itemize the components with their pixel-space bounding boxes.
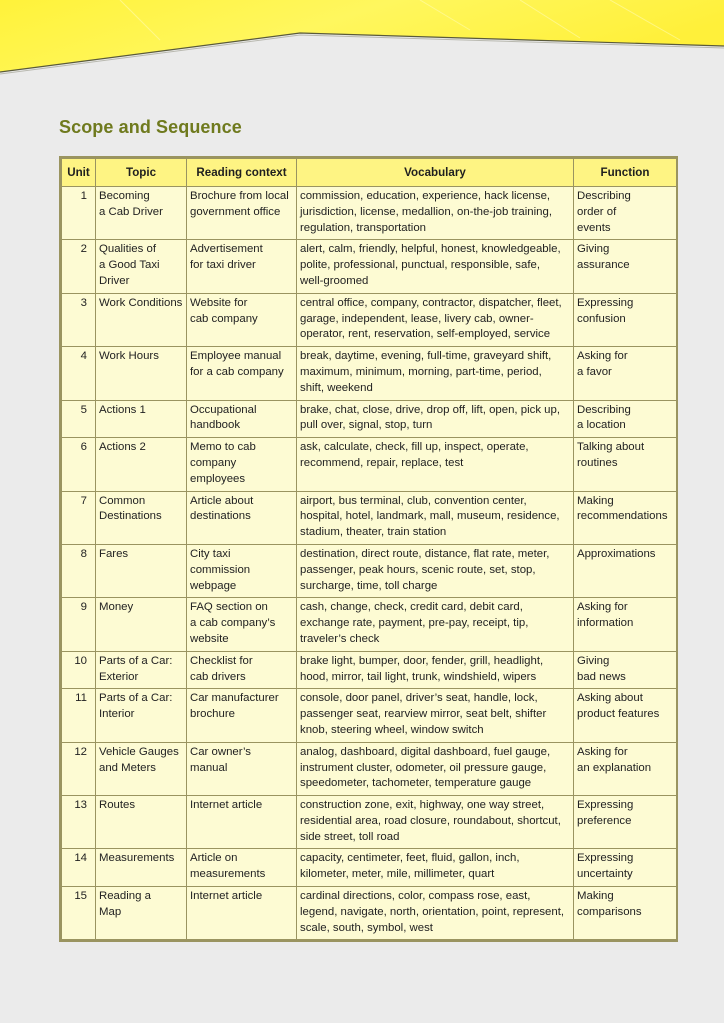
topic-cell — [96, 438, 187, 491]
reading-context-cell-line: Advertisement — [190, 243, 263, 256]
topic-cell-line: Parts of a Car: — [99, 692, 173, 705]
topic-cell — [96, 598, 187, 651]
vocabulary-cell-line: hospital, hotel, landmark, mall, museum, residence, — [300, 510, 560, 523]
page-title: Scope and Sequence — [59, 117, 242, 137]
vocabulary-cell-line: recommend, repair, replace, test — [300, 456, 464, 469]
topic-cell-line: Becoming — [99, 190, 150, 202]
vocabulary-cell — [297, 438, 574, 491]
vocabulary-cell-line: surcharge, time, toll charge — [300, 579, 438, 592]
function-cell-line: Asking for — [577, 601, 628, 614]
function-cell — [574, 849, 677, 887]
function-cell — [574, 796, 677, 849]
function-cell-line: Giving — [577, 654, 610, 667]
vocabulary-cell-line: polite, professional, punctual, responsible, safe, — [300, 259, 540, 272]
topic-cell — [96, 491, 187, 544]
reading-context-cell-line: for a cab company — [190, 365, 284, 378]
function-cell-line: Describing — [577, 403, 631, 416]
vocabulary-cell-line: break, daytime, evening, full-time, graveyard shift, — [300, 350, 552, 363]
vocabulary-cell — [297, 651, 574, 689]
unit-cell: 6 — [62, 438, 96, 491]
vocabulary-cell-line: jurisdiction, license, medallion, on-the-job training, — [300, 205, 552, 218]
table-row — [62, 598, 677, 651]
function-cell-line: an explanation — [577, 761, 652, 774]
unit-cell: 13 — [62, 796, 96, 849]
topic-cell-line: a Cab Driver — [99, 205, 163, 218]
reading-context-cell-line: Employee manual — [190, 350, 282, 363]
vocabulary-cell-line: central office, company, contractor, dispatcher, fleet, — [300, 296, 562, 309]
vocabulary-cell-line: console, door panel, driver’s seat, handle, lock, — [300, 692, 538, 705]
vocabulary-cell-line: well-groomed — [300, 274, 369, 287]
topic-cell-line: Fares — [99, 547, 129, 560]
function-cell-line: Describing — [577, 190, 631, 202]
function-cell-line: events — [577, 221, 611, 234]
function-cell — [574, 293, 677, 346]
function-cell-line: a location — [577, 419, 626, 432]
table-row — [62, 293, 677, 346]
function-cell — [574, 651, 677, 689]
function-cell-line: order of — [577, 205, 617, 218]
vocabulary-cell — [297, 742, 574, 795]
function-cell — [574, 347, 677, 400]
vocabulary-cell-line: garage, independent, lease, livery cab, owner- — [300, 312, 534, 325]
table-body — [62, 187, 677, 940]
reading-context-cell-line: Internet article — [190, 890, 263, 903]
vocabulary-cell-line: alert, calm, friendly, helpful, honest, knowledgeable, — [300, 243, 561, 256]
vocabulary-cell-line: legend, navigate, north, orientation, point, represent, — [300, 905, 565, 918]
topic-cell — [96, 849, 187, 887]
unit-cell: 14 — [62, 849, 96, 887]
topic-cell — [96, 293, 187, 346]
header-banner — [0, 0, 724, 80]
reading-context-cell-line: cab company — [190, 312, 258, 325]
reading-context-cell-line: Article on — [190, 852, 238, 865]
reading-context-cell — [187, 887, 297, 940]
topic-cell — [96, 347, 187, 400]
topic-cell-line: Work Conditions — [99, 296, 183, 309]
topic-cell — [96, 544, 187, 597]
unit-cell: 15 — [62, 887, 96, 940]
topic-cell — [96, 400, 187, 438]
function-cell-line: information — [577, 617, 634, 630]
reading-context-cell — [187, 849, 297, 887]
vocabulary-cell — [297, 293, 574, 346]
reading-context-cell-line: City taxi — [190, 547, 231, 560]
topic-cell — [96, 689, 187, 742]
banner-shape — [0, 0, 724, 80]
vocabulary-cell-line: operator, rent, reservation, self-employed, service — [300, 328, 551, 341]
topic-cell-line: Interior — [99, 708, 135, 721]
function-cell-line: recommendations — [577, 510, 668, 523]
function-cell-line: product features — [577, 708, 660, 721]
unit-cell: 1 — [62, 187, 96, 240]
function-cell-line: Making — [577, 494, 614, 507]
function-cell — [574, 598, 677, 651]
reading-context-cell-line: Internet article — [190, 799, 263, 812]
function-cell — [574, 438, 677, 491]
topic-cell-line: Reading a — [99, 890, 151, 903]
function-cell-line: comparisons — [577, 905, 642, 918]
topic-cell — [96, 796, 187, 849]
function-cell-line: assurance — [577, 259, 630, 272]
reading-context-cell-line: webpage — [190, 579, 237, 592]
reading-context-cell-line: Occupational — [190, 403, 257, 416]
vocabulary-cell — [297, 598, 574, 651]
topic-cell-line: a Good Taxi — [99, 259, 160, 272]
vocabulary-cell-line: destination, direct route, distance, flat rate, meter, — [300, 547, 550, 560]
unit-cell: 3 — [62, 293, 96, 346]
reading-context-cell — [187, 187, 297, 240]
function-cell-line: routines — [577, 456, 618, 469]
reading-context-cell-line: Brochure from local — [190, 190, 289, 202]
header-vocabulary: Vocabulary — [297, 159, 574, 187]
reading-context-cell-line: government office — [190, 205, 281, 218]
topic-cell — [96, 651, 187, 689]
reading-context-cell-line: employees — [190, 472, 246, 485]
reading-context-cell — [187, 293, 297, 346]
vocabulary-cell — [297, 491, 574, 544]
vocabulary-cell-line: airport, bus terminal, club, convention center, — [300, 494, 527, 507]
table-row — [62, 651, 677, 689]
reading-context-cell — [187, 544, 297, 597]
vocabulary-cell-line: instrument cluster, odometer, oil pressure gauge, — [300, 761, 547, 774]
topic-cell-line: Destinations — [99, 510, 162, 523]
reading-context-cell — [187, 651, 297, 689]
function-cell — [574, 240, 677, 293]
reading-context-cell — [187, 240, 297, 293]
unit-cell: 11 — [62, 689, 96, 742]
reading-context-cell — [187, 598, 297, 651]
vocabulary-cell — [297, 887, 574, 940]
header-unit: Unit — [62, 159, 96, 187]
vocabulary-cell-line: hood, mirror, tail light, trunk, windshield, wipers — [300, 670, 537, 683]
vocabulary-cell-line: construction zone, exit, highway, one way street, — [300, 799, 545, 812]
header-topic: Topic — [96, 159, 187, 187]
reading-context-cell-line: Article about — [190, 494, 254, 507]
vocabulary-cell — [297, 347, 574, 400]
table-row — [62, 438, 677, 491]
reading-context-cell-line: Website for — [190, 296, 248, 309]
function-cell-line: preference — [577, 814, 632, 827]
vocabulary-cell-line: cardinal directions, color, compass rose, east, — [300, 890, 531, 903]
vocabulary-cell-line: pull over, signal, stop, turn — [300, 419, 433, 432]
vocabulary-cell-line: stadium, theater, train station — [300, 526, 447, 539]
table-row — [62, 796, 677, 849]
table-row — [62, 544, 677, 597]
function-cell-line: bad news — [577, 670, 626, 683]
reading-context-cell-line: Car manufacturer — [190, 692, 279, 705]
vocabulary-cell-line: maximum, minimum, morning, part-time, period, — [300, 365, 542, 378]
unit-cell: 7 — [62, 491, 96, 544]
table-row — [62, 849, 677, 887]
unit-cell: 9 — [62, 598, 96, 651]
function-cell — [574, 887, 677, 940]
vocabulary-cell-line: traveler’s check — [300, 632, 380, 645]
header-reading-context: Reading context — [187, 159, 297, 187]
reading-context-cell-line: website — [190, 632, 229, 645]
vocabulary-cell-line: analog, dashboard, digital dashboard, fuel gauge, — [300, 745, 551, 758]
topic-cell-line: Qualities of — [99, 243, 156, 256]
vocabulary-cell-line: shift, weekend — [300, 381, 373, 394]
reading-context-cell — [187, 689, 297, 742]
reading-context-cell-line: FAQ section on — [190, 601, 268, 614]
function-cell-line: Asking for — [577, 745, 628, 758]
topic-cell-line: Routes — [99, 799, 136, 812]
vocabulary-cell — [297, 400, 574, 438]
vocabulary-cell-line: ask, calculate, check, fill up, inspect, operate, — [300, 441, 529, 454]
vocabulary-cell-line: scale, south, symbol, west — [300, 921, 433, 934]
table-row — [62, 240, 677, 293]
reading-context-cell-line: cab drivers — [190, 670, 246, 683]
topic-cell-line: Measurements — [99, 852, 175, 865]
table-row — [62, 491, 677, 544]
table-row — [62, 689, 677, 742]
function-cell — [574, 742, 677, 795]
vocabulary-cell-line: commission, education, experience, hack license, — [300, 190, 551, 202]
reading-context-cell-line: company — [190, 456, 237, 469]
reading-context-cell — [187, 796, 297, 849]
reading-context-cell-line: destinations — [190, 510, 251, 523]
topic-cell — [96, 887, 187, 940]
function-cell-line: Approximations — [577, 547, 656, 560]
function-cell — [574, 689, 677, 742]
vocabulary-cell-line: regulation, transportation — [300, 221, 427, 234]
vocabulary-cell — [297, 689, 574, 742]
topic-cell-line: and Meters — [99, 761, 156, 774]
vocabulary-cell — [297, 187, 574, 240]
vocabulary-cell — [297, 849, 574, 887]
reading-context-cell — [187, 347, 297, 400]
table-row — [62, 742, 677, 795]
reading-context-cell — [187, 491, 297, 544]
reading-context-cell-line: commission — [190, 563, 251, 576]
function-cell — [574, 544, 677, 597]
vocabulary-cell — [297, 796, 574, 849]
topic-cell-line: Exterior — [99, 670, 139, 683]
unit-cell: 4 — [62, 347, 96, 400]
topic-cell — [96, 240, 187, 293]
table-row — [62, 400, 677, 438]
topic-cell-line: Money — [99, 601, 134, 614]
unit-cell: 12 — [62, 742, 96, 795]
vocabulary-cell-line: knob, steering wheel, window switch — [300, 723, 484, 736]
function-cell-line: Expressing — [577, 799, 634, 812]
vocabulary-cell-line: speedometer, tachometer, temperature gauge — [300, 777, 532, 790]
table-row — [62, 347, 677, 400]
function-cell-line: uncertainty — [577, 868, 633, 881]
vocabulary-cell-line: passenger seat, rearview mirror, seat belt, shifter — [300, 708, 547, 721]
topic-cell-line: Actions 2 — [99, 441, 146, 454]
function-cell — [574, 491, 677, 544]
header-function: Function — [574, 159, 677, 187]
unit-cell: 10 — [62, 651, 96, 689]
reading-context-cell-line: Car owner’s — [190, 745, 251, 758]
vocabulary-cell-line: brake light, bumper, door, fender, grill, headlight, — [300, 654, 544, 667]
vocabulary-cell — [297, 544, 574, 597]
topic-cell-line: Map — [99, 905, 122, 918]
topic-cell — [96, 187, 187, 240]
function-cell-line: confusion — [577, 312, 626, 325]
function-cell — [574, 400, 677, 438]
reading-context-cell-line: Memo to cab — [190, 441, 256, 454]
topic-cell-line: Driver — [99, 274, 130, 287]
vocabulary-cell-line: brake, chat, close, drive, drop off, lift, open, pick up, — [300, 403, 561, 416]
unit-cell: 5 — [62, 400, 96, 438]
reading-context-cell-line: for taxi driver — [190, 259, 256, 272]
unit-cell: 2 — [62, 240, 96, 293]
topic-cell-line: Vehicle Gauges — [99, 745, 179, 758]
topic-cell-line: Work Hours — [99, 350, 159, 363]
reading-context-cell — [187, 400, 297, 438]
reading-context-cell-line: a cab company’s — [190, 617, 276, 630]
function-cell-line: Expressing — [577, 296, 634, 309]
vocabulary-cell-line: passenger, peak hours, scenic route, set, stop, — [300, 563, 536, 576]
function-cell-line: a favor — [577, 365, 612, 378]
table-row — [62, 887, 677, 940]
vocabulary-cell — [297, 240, 574, 293]
topic-cell — [96, 742, 187, 795]
function-cell — [574, 187, 677, 240]
vocabulary-cell-line: kilometer, meter, mile, millimeter, quart — [300, 868, 495, 881]
reading-context-cell-line: handbook — [190, 419, 241, 432]
function-cell-line: Asking about — [577, 692, 643, 705]
vocabulary-cell-line: capacity, centimeter, feet, fluid, gallon, inch, — [300, 852, 520, 865]
vocabulary-cell-line: side street, toll road — [300, 830, 400, 843]
topic-cell-line: Parts of a Car: — [99, 654, 173, 667]
topic-cell-line: Actions 1 — [99, 403, 146, 416]
function-cell-line: Asking for — [577, 350, 628, 363]
reading-context-cell-line: brochure — [190, 708, 235, 721]
unit-cell: 8 — [62, 544, 96, 597]
vocabulary-cell-line: exchange rate, payment, pre-pay, receipt, tip, — [300, 617, 529, 630]
function-cell-line: Making — [577, 890, 614, 903]
reading-context-cell-line: Checklist for — [190, 654, 253, 667]
function-cell-line: Giving — [577, 243, 610, 256]
scope-sequence-table — [59, 156, 678, 942]
vocabulary-cell-line: residential area, road closure, roundabout, shortcut, — [300, 814, 561, 827]
reading-context-cell-line: measurements — [190, 868, 266, 881]
function-cell-line: Expressing — [577, 852, 634, 865]
reading-context-cell — [187, 742, 297, 795]
vocabulary-cell-line: cash, change, check, credit card, debit card, — [300, 601, 523, 614]
reading-context-cell-line: manual — [190, 761, 228, 774]
topic-cell-line: Common — [99, 494, 146, 507]
table-row — [62, 187, 677, 240]
table-header-row — [62, 159, 677, 187]
function-cell-line: Talking about — [577, 441, 645, 454]
reading-context-cell — [187, 438, 297, 491]
